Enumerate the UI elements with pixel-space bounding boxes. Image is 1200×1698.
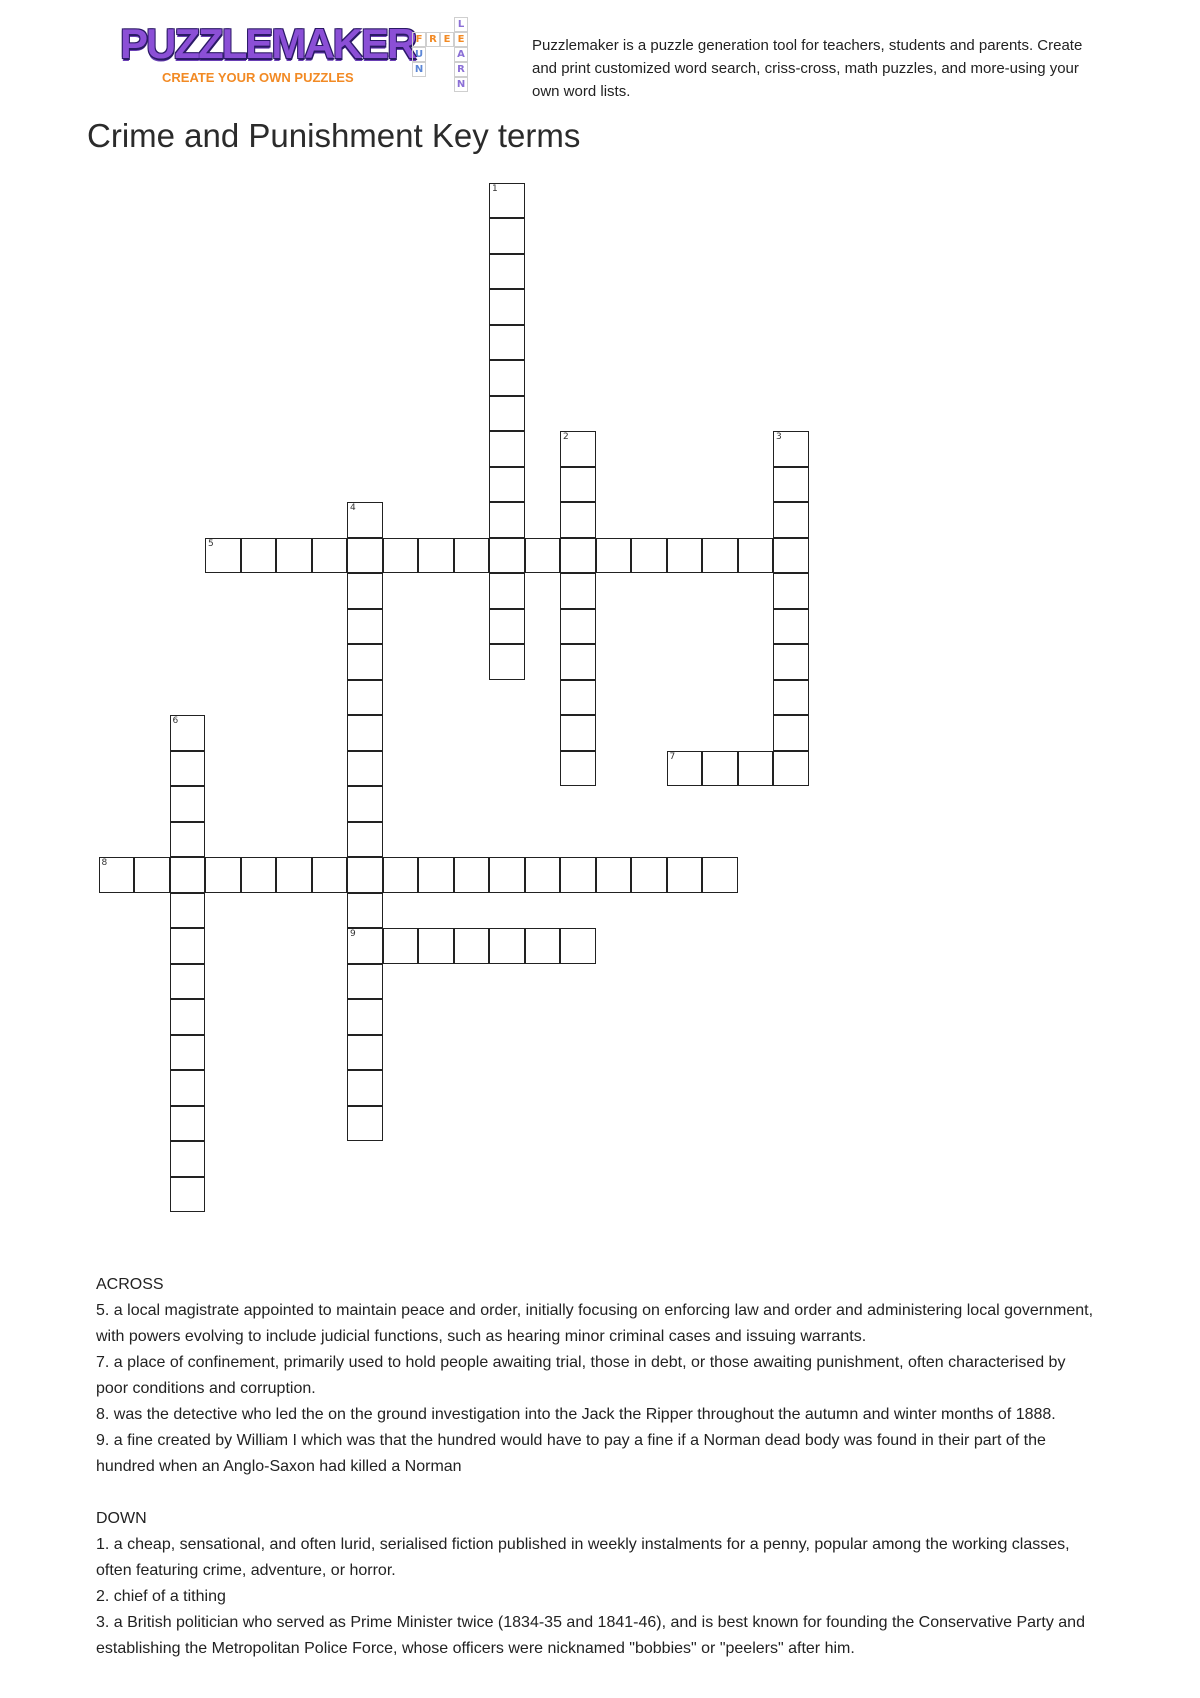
crossword-cell[interactable] — [525, 857, 561, 893]
crossword-cell[interactable] — [489, 254, 525, 290]
clue-number: 3 — [776, 432, 782, 442]
crossword-cell[interactable] — [773, 715, 809, 751]
crossword-cell[interactable] — [596, 857, 632, 893]
crossword-cell[interactable] — [525, 928, 561, 964]
logo-letter: N — [412, 62, 426, 77]
crossword-cell[interactable] — [170, 928, 206, 964]
crossword-cell[interactable] — [489, 183, 525, 219]
crossword-cell[interactable] — [170, 1177, 206, 1213]
crossword-cell[interactable] — [241, 857, 277, 893]
crossword-cell[interactable] — [560, 538, 596, 574]
crossword-cell[interactable] — [560, 431, 596, 467]
crossword-cell[interactable] — [525, 538, 561, 574]
crossword-cell[interactable] — [134, 857, 170, 893]
crossword-cell[interactable] — [170, 751, 206, 787]
clue-number: 5 — [208, 538, 214, 549]
crossword-cell[interactable] — [170, 1141, 206, 1177]
crossword-cell[interactable] — [170, 822, 206, 858]
crossword-cell[interactable] — [276, 857, 312, 893]
crossword-cell[interactable] — [560, 680, 596, 716]
crossword-cell[interactable] — [773, 538, 809, 574]
logo-letter: E — [440, 32, 454, 47]
crossword-cell[interactable] — [773, 502, 809, 538]
crossword-cell[interactable] — [454, 857, 490, 893]
clue-number: 4 — [350, 503, 356, 513]
crossword-cell[interactable] — [418, 928, 454, 964]
crossword-cell[interactable] — [347, 573, 383, 609]
crossword-cell[interactable] — [667, 538, 703, 574]
crossword-cell[interactable] — [347, 893, 383, 929]
crossword-cell[interactable] — [489, 396, 525, 432]
crossword-cell[interactable] — [489, 609, 525, 645]
down-clue-1: 1. a cheap, sensational, and often lurid, serialised fiction published in weekly instalments for a penny, popular among the working classes, often featuring crime, adventure, or horror. — [96, 1536, 1070, 1579]
crossword-cell[interactable] — [631, 857, 667, 893]
crossword-cell[interactable] — [347, 786, 383, 822]
crossword-cell[interactable] — [738, 751, 774, 787]
crossword-cell[interactable] — [383, 928, 419, 964]
down-heading: DOWN — [96, 1510, 147, 1527]
crossword-cell[interactable] — [99, 857, 135, 893]
crossword-cell[interactable] — [596, 538, 632, 574]
clue-number: 9 — [350, 929, 356, 939]
crossword-cell[interactable] — [773, 573, 809, 609]
puzzlemaker-logo[interactable] — [120, 20, 416, 92]
across-clue-7: 7. a place of confinement, primarily used to hold people awaiting trial, those in debt, or those awaiting punishment, often characterised by poor conditions and corruption. — [96, 1354, 1066, 1397]
crossword-cell[interactable] — [170, 1106, 206, 1142]
crossword-cell[interactable] — [489, 431, 525, 467]
crossword-cell[interactable] — [312, 857, 348, 893]
crossword-cell[interactable] — [347, 1106, 383, 1142]
crossword-cell[interactable] — [347, 928, 383, 964]
crossword-cell[interactable] — [170, 1070, 206, 1106]
free-fun-learn-logo — [410, 18, 480, 94]
crossword-cell[interactable] — [489, 289, 525, 325]
crossword-cell[interactable] — [667, 857, 703, 893]
crossword-cell[interactable] — [383, 857, 419, 893]
crossword-cell[interactable] — [347, 502, 383, 538]
across-clue-8: 8. was the detective who led the on the ground investigation into the Jack the Ripper throughout the autumn and winter months of 1888. — [96, 1406, 1056, 1423]
across-heading: ACROSS — [96, 1276, 164, 1293]
crossword-cell[interactable] — [347, 964, 383, 1000]
crossword-cell[interactable] — [773, 680, 809, 716]
crossword-cell[interactable] — [560, 609, 596, 645]
logo-tagline: CREATE YOUR OWN PUZZLES — [162, 70, 354, 85]
crossword-cell[interactable] — [489, 644, 525, 680]
crossword-cell[interactable] — [773, 431, 809, 467]
crossword-cell[interactable] — [489, 928, 525, 964]
crossword-cell[interactable] — [489, 538, 525, 574]
logo-letter: A — [454, 47, 468, 62]
crossword-cell[interactable] — [347, 822, 383, 858]
crossword-cell[interactable] — [454, 538, 490, 574]
crossword-cell[interactable] — [560, 857, 596, 893]
crossword-cell[interactable] — [489, 218, 525, 254]
crossword-cell[interactable] — [489, 325, 525, 361]
crossword-cell[interactable] — [347, 680, 383, 716]
logo-letter: N — [454, 77, 468, 92]
crossword-cell[interactable] — [489, 502, 525, 538]
crossword-cell[interactable] — [773, 467, 809, 503]
clue-number: 1 — [492, 183, 498, 194]
crossword-cell[interactable] — [773, 751, 809, 787]
crossword-cell[interactable] — [170, 857, 206, 893]
crossword-cell[interactable] — [347, 609, 383, 645]
crossword-cell[interactable] — [170, 715, 206, 751]
crossword-cell[interactable] — [489, 573, 525, 609]
crossword-cell[interactable] — [418, 857, 454, 893]
clue-spacer — [96, 1480, 1096, 1506]
crossword-cell[interactable] — [560, 502, 596, 538]
crossword-cell[interactable] — [454, 928, 490, 964]
crossword-cell[interactable] — [347, 751, 383, 787]
crossword-cell[interactable] — [241, 538, 277, 574]
crossword-cell[interactable] — [347, 1035, 383, 1071]
clue-number: 7 — [669, 751, 676, 762]
logo-letter: R — [426, 32, 440, 47]
logo-letter: F — [412, 32, 426, 47]
crossword-cell[interactable] — [702, 857, 738, 893]
across-clue-5: 5. a local magistrate appointed to maintain peace and order, initially focusing on enforcing law and order and administering local government, with powers evolving to include judicial functions, such as hearing minor criminal cases and issuing warrants. — [96, 1302, 1094, 1345]
crossword-cell[interactable] — [489, 360, 525, 396]
crossword-cell[interactable] — [631, 538, 667, 574]
crossword-cell[interactable] — [205, 538, 241, 574]
crossword-cell[interactable] — [347, 999, 383, 1035]
site-description: Puzzlemaker is a puzzle generation tool for teachers, students and parents. Create and print customized word search, criss-cross, math puzzles, and more-using your own word lists. — [532, 37, 1083, 100]
down-clue-3: 3. a British politician who served as Prime Minister twice (1834-35 and 1841-46), and is best known for founding the Conservative Party and establishing the Metropolitan Police Force, whose officers were nicknamed "bobbies" or "peelers" after him. — [96, 1614, 1085, 1657]
clue-number: 8 — [101, 858, 108, 868]
crossword-cell[interactable] — [560, 467, 596, 503]
crossword-cell[interactable] — [383, 538, 419, 574]
clue-number: 2 — [563, 432, 569, 442]
crossword-cell[interactable] — [560, 573, 596, 609]
crossword-cell[interactable] — [170, 964, 206, 1000]
crossword-cell[interactable] — [489, 467, 525, 503]
across-clue-9: 9. a fine created by William I which was that the hundred would have to pay a fine if a Norman dead body was found in their part of the hundred when an Anglo-Saxon had killed a Norman — [96, 1432, 1046, 1475]
crossword-cell[interactable] — [170, 893, 206, 929]
crossword-cell[interactable] — [702, 538, 738, 574]
crossword-cell[interactable] — [347, 1070, 383, 1106]
crossword-cell[interactable] — [170, 999, 206, 1035]
logo-letter: U — [412, 47, 426, 62]
crossword-cell[interactable] — [205, 857, 241, 893]
crossword-cell[interactable] — [170, 786, 206, 822]
crossword-cell[interactable] — [773, 609, 809, 645]
down-clue-2: 2. chief of a tithing — [96, 1588, 226, 1605]
crossword-cell[interactable] — [276, 538, 312, 574]
crossword-cell[interactable] — [738, 538, 774, 574]
logo-letter: R — [454, 62, 468, 77]
crossword-cell[interactable] — [560, 644, 596, 680]
crossword-cell[interactable] — [347, 538, 383, 574]
crossword-cell[interactable] — [312, 538, 348, 574]
crossword-cell[interactable] — [347, 644, 383, 680]
crossword-cell[interactable] — [347, 715, 383, 751]
crossword-cell[interactable] — [347, 857, 383, 893]
crossword-cell[interactable] — [489, 857, 525, 893]
crossword-cell[interactable] — [560, 928, 596, 964]
page-title: Crime and Punishment Key terms — [87, 117, 581, 154]
crossword-cell[interactable] — [560, 715, 596, 751]
crossword-cell[interactable] — [560, 751, 596, 787]
crossword-cell[interactable] — [773, 644, 809, 680]
clues-section — [96, 1272, 1096, 1662]
crossword-cell[interactable] — [418, 538, 454, 574]
crossword-cell[interactable] — [702, 751, 738, 787]
logo-letter: L — [454, 17, 468, 32]
crossword-cell[interactable] — [170, 1035, 206, 1071]
clue-number: 6 — [172, 716, 179, 726]
crossword-cell[interactable] — [667, 751, 703, 787]
logo-title: PUZZLEMAKER — [120, 20, 416, 67]
logo-letter: E — [454, 32, 468, 47]
